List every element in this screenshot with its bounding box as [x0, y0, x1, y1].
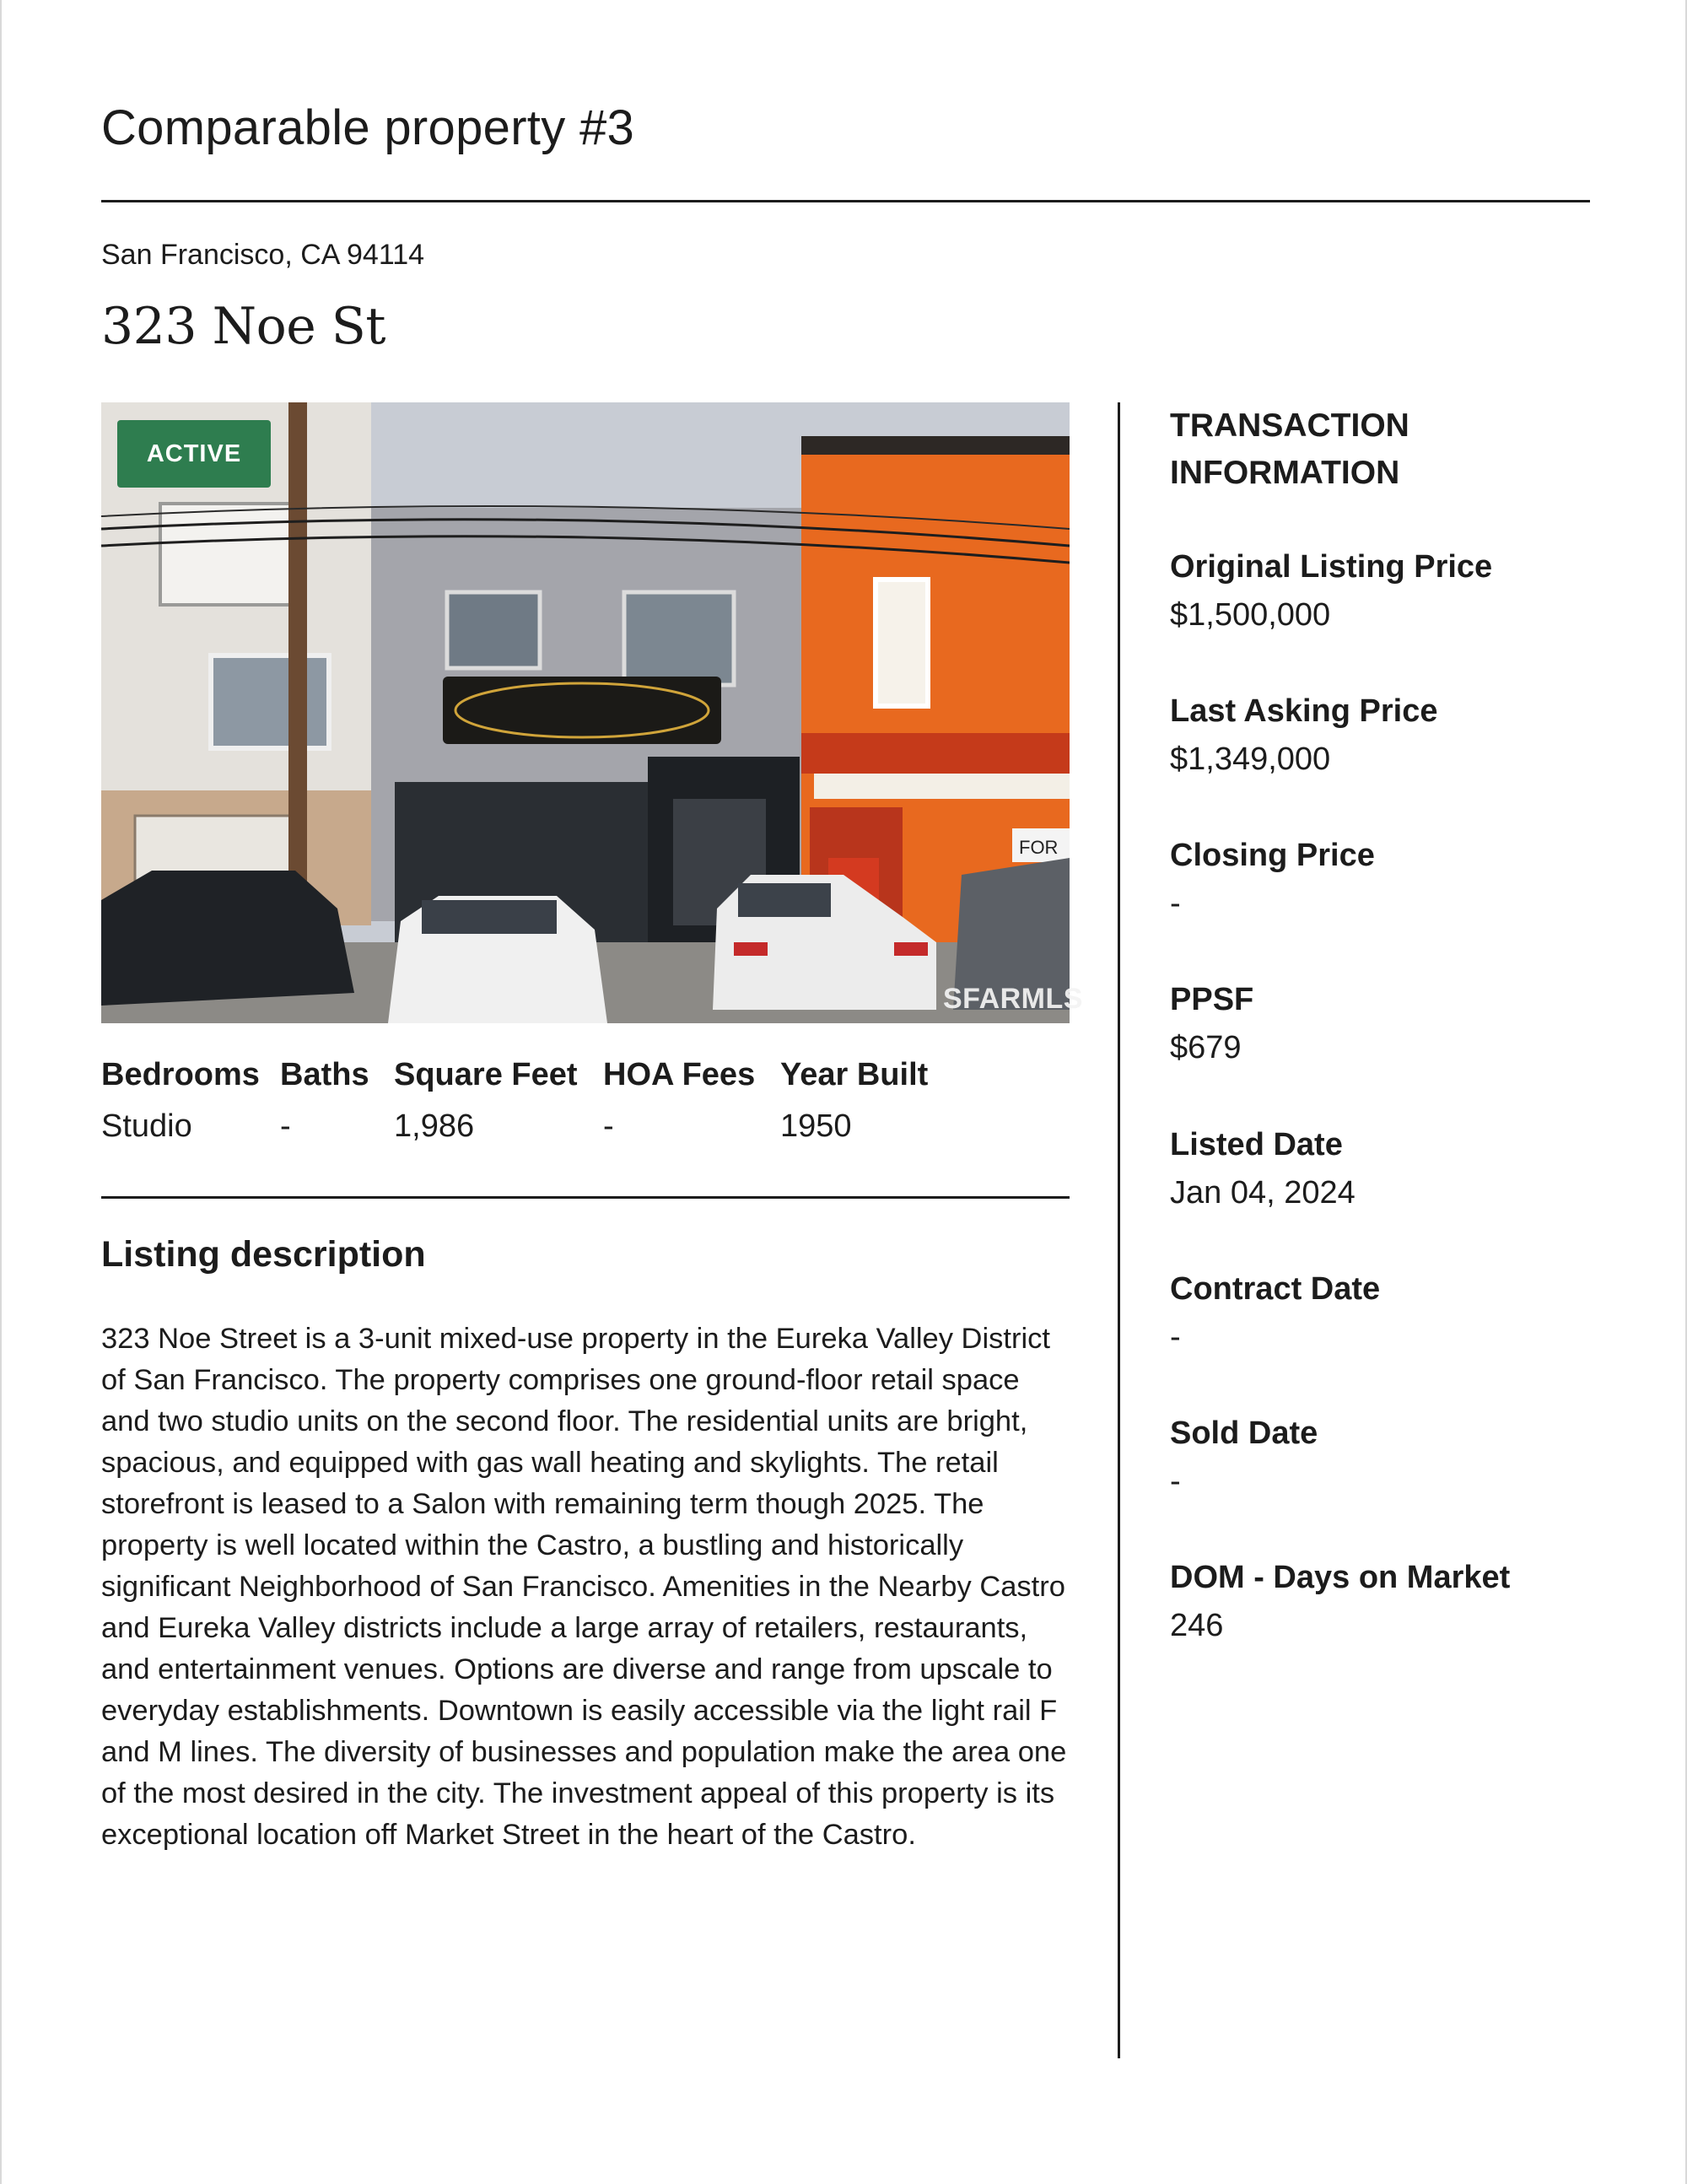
transaction-label: Original Listing Price: [1170, 549, 1493, 585]
transaction-last-asking-price: [1170, 693, 1609, 778]
property-photo: [101, 402, 1070, 1023]
page-title: Comparable property #3: [101, 100, 635, 155]
stat-value: -: [603, 1108, 614, 1144]
for-sign-text: FOR: [1019, 837, 1059, 858]
transaction-label: Sold Date: [1170, 1416, 1318, 1451]
transaction-ppsf: [1170, 982, 1609, 1066]
property-address: 323 Noe St: [101, 297, 386, 356]
transaction-value: -: [1170, 1464, 1181, 1499]
transaction-value: Jan 04, 2024: [1170, 1175, 1356, 1211]
property-location: San Francisco, CA 94114: [101, 239, 425, 271]
stat-baths: [280, 1057, 369, 1145]
transaction-value: $679: [1170, 1030, 1242, 1065]
transaction-contract-date: [1170, 1271, 1609, 1356]
stat-label: Year Built: [780, 1057, 929, 1092]
stat-label: Bedrooms: [101, 1057, 260, 1092]
transaction-label: Contract Date: [1170, 1271, 1381, 1307]
stat-value: -: [280, 1108, 291, 1144]
stat-label: HOA Fees: [603, 1057, 756, 1092]
stat-value: Studio: [101, 1108, 192, 1144]
title-divider: [101, 200, 1590, 202]
transaction-value: 246: [1170, 1608, 1224, 1643]
stat-year-built: [780, 1057, 928, 1145]
transaction-days-on-market: [1170, 1560, 1609, 1644]
transaction-sold-date: [1170, 1416, 1609, 1500]
transaction-label: Last Asking Price: [1170, 693, 1438, 729]
transaction-value: $1,500,000: [1170, 597, 1331, 633]
stat-square-feet: [394, 1057, 578, 1145]
transaction-label: Listed Date: [1170, 1127, 1343, 1162]
stat-value: 1950: [780, 1108, 852, 1144]
transaction-heading: TRANSACTION INFORMATION: [1170, 407, 1409, 491]
description-heading: Listing description: [101, 1234, 426, 1275]
description-text: 323 Noe Street is a 3-unit mixed-use property in the Eureka Valley District of San Francisco. The property comprises one ground-floor retail space and two studio units on the second floor. The residential units are bright, spacious, and equipped with gas wall heating and skylights. The retail storefront is leased to a Salon with remaining term though 2025. The property is well located within the Castro, a bustling and historically significant Neighborhood of San Francisco. Amenities in the Nearby Castro and Eureka Valley districts include a large array of retailers, restaurants, and entertainment venues. Options are diverse and range from upscale to everyday establishments. Downtown is easily accessible via the light rail F and M lines. The diversity of businesses and population make the area one of the most desired in the city. The investment appeal of this property is its exceptional location off Market Street in the heart of the Castro.: [101, 1323, 1067, 1851]
status-badge: ACTIVE: [117, 420, 271, 488]
transaction-label: Closing Price: [1170, 838, 1375, 873]
stat-label: Baths: [280, 1057, 369, 1092]
stat-label: Square Feet: [394, 1057, 578, 1092]
transaction-label: DOM - Days on Market: [1170, 1560, 1511, 1595]
column-divider: [1118, 402, 1120, 2058]
transaction-value: $1,349,000: [1170, 741, 1331, 777]
transaction-listed-date: [1170, 1127, 1609, 1211]
photo-watermark: SFARMLS: [943, 983, 1083, 1015]
stat-bedrooms: [101, 1057, 260, 1145]
transaction-label: PPSF: [1170, 982, 1254, 1017]
transaction-value: -: [1170, 886, 1181, 921]
transaction-value: -: [1170, 1319, 1181, 1355]
stat-value: 1,986: [394, 1108, 475, 1144]
transaction-original-listing-price: [1170, 549, 1609, 634]
stats-divider: [101, 1196, 1070, 1199]
page-edge-left: [0, 0, 2, 2184]
stat-hoa-fees: [603, 1057, 755, 1145]
transaction-closing-price: [1170, 838, 1609, 922]
